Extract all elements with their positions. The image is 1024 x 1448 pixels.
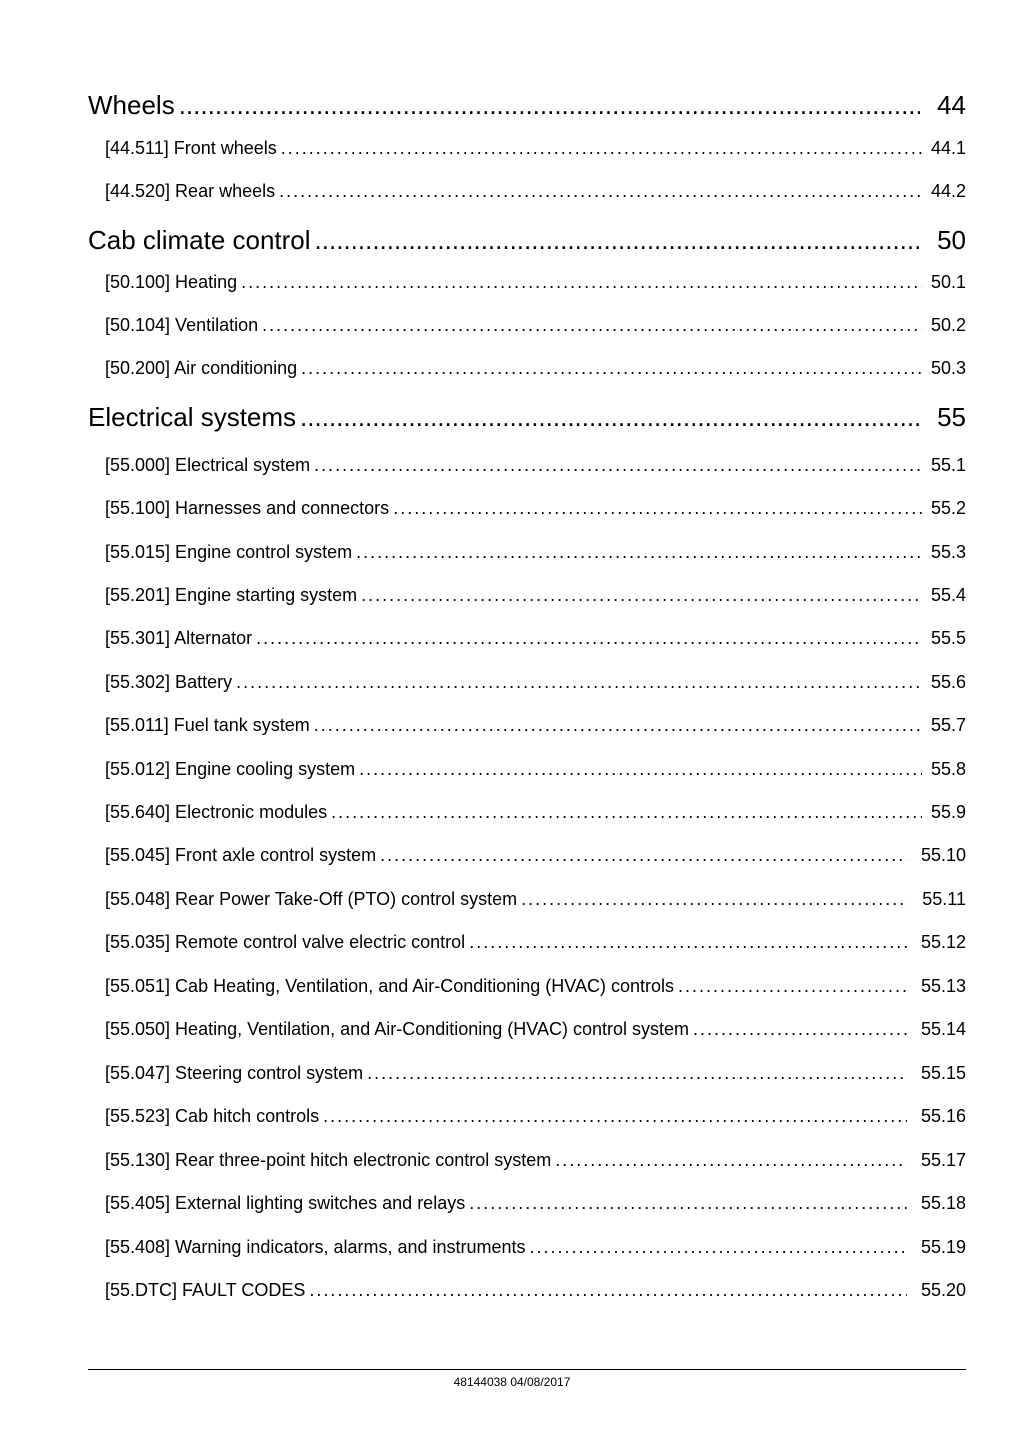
dot-leader xyxy=(361,584,922,606)
dot-leader xyxy=(241,271,922,293)
entry-page: 55.11 xyxy=(922,889,966,909)
entry-page: 44.1 xyxy=(930,138,966,158)
entry-label: [55.100] Harnesses and connectors xyxy=(105,498,390,518)
entry-page: 55.6 xyxy=(930,672,966,692)
entry-label: [55.201] Engine starting system xyxy=(105,585,358,605)
entry-label: [55.045] Front axle control system xyxy=(105,845,377,865)
toc-entry[interactable] xyxy=(105,497,966,519)
entry-page: 55.8 xyxy=(930,759,966,779)
dot-leader xyxy=(393,497,922,519)
entry-page: 44.2 xyxy=(930,181,966,201)
toc-entry[interactable] xyxy=(105,314,966,336)
dot-leader xyxy=(555,1149,907,1171)
entry-page: 55.16 xyxy=(920,1106,966,1126)
dot-leader xyxy=(521,888,908,910)
dot-leader xyxy=(530,1236,907,1258)
entry-label: [55.011] Fuel tank system xyxy=(105,715,310,735)
toc-entry[interactable] xyxy=(105,931,966,953)
entry-page: 55.14 xyxy=(920,1019,966,1039)
toc-entry[interactable] xyxy=(105,271,966,293)
entry-label: [55.302] Battery xyxy=(105,672,233,692)
entry-label: [44.520] Rear wheels xyxy=(105,181,276,201)
entry-page: 55.9 xyxy=(930,802,966,822)
toc-entry[interactable] xyxy=(105,541,966,563)
entry-page: 50.3 xyxy=(930,358,966,378)
entry-label: [55.000] Electrical system xyxy=(105,455,311,475)
entry-label: [55.405] External lighting switches and relays xyxy=(105,1193,466,1213)
entry-label: [55.048] Rear Power Take-Off (PTO) control system xyxy=(105,889,518,909)
entry-page: 55.13 xyxy=(920,976,966,996)
toc-entry[interactable] xyxy=(105,714,966,736)
section-title: Wheels xyxy=(88,90,175,120)
dot-leader xyxy=(301,357,922,379)
entry-page: 55.2 xyxy=(930,498,966,518)
entry-page: 55.12 xyxy=(920,932,966,952)
dot-leader xyxy=(300,402,920,432)
footer-divider xyxy=(88,1369,966,1370)
entry-label: [55.015] Engine control system xyxy=(105,542,353,562)
entry-page: 50.2 xyxy=(930,315,966,335)
entry-page: 55.19 xyxy=(920,1237,966,1257)
toc-section-cab-climate-control[interactable] xyxy=(88,225,966,255)
toc-entry[interactable] xyxy=(105,1279,966,1301)
toc-entry[interactable] xyxy=(105,671,966,693)
toc-entry[interactable] xyxy=(105,137,966,159)
entry-page: 55.3 xyxy=(930,542,966,562)
dot-leader xyxy=(262,314,922,336)
dot-leader xyxy=(678,975,907,997)
dot-leader xyxy=(281,137,922,159)
entry-label: [55.640] Electronic modules xyxy=(105,802,328,822)
toc-section-wheels[interactable] xyxy=(88,90,966,120)
toc-entry[interactable] xyxy=(105,1192,966,1214)
toc-entry[interactable] xyxy=(105,975,966,997)
entry-page: 55.5 xyxy=(930,628,966,648)
dot-leader xyxy=(331,801,922,823)
dot-leader xyxy=(279,180,922,202)
dot-leader xyxy=(356,541,922,563)
toc-entry[interactable] xyxy=(105,1062,966,1084)
entry-label: [55.130] Rear three-point hitch electronic control system xyxy=(105,1150,552,1170)
entry-label: [55.050] Heating, Ventilation, and Air-Conditioning (HVAC) control system xyxy=(105,1019,689,1039)
section-title: Cab climate control xyxy=(88,225,311,255)
dot-leader xyxy=(179,90,920,120)
toc-entry[interactable] xyxy=(105,888,966,910)
dot-leader xyxy=(367,1062,907,1084)
dot-leader xyxy=(693,1018,907,1040)
entry-page: 55.15 xyxy=(920,1063,966,1083)
entry-label: [50.104] Ventilation xyxy=(105,315,259,335)
entry-page: 50.1 xyxy=(930,272,966,292)
toc-entry[interactable] xyxy=(105,801,966,823)
entry-label: [55.047] Steering control system xyxy=(105,1063,364,1083)
entry-page: 55.1 xyxy=(930,455,966,475)
dot-leader xyxy=(309,1279,907,1301)
dot-leader xyxy=(315,225,920,255)
entry-label: [50.100] Heating xyxy=(105,272,238,292)
entry-page: 55.7 xyxy=(930,715,966,735)
dot-leader xyxy=(314,454,922,476)
entry-label: [55.051] Cab Heating, Ventilation, and Air-Conditioning (HVAC) controls xyxy=(105,976,674,996)
entry-label: [55.DTC] FAULT CODES xyxy=(105,1280,306,1300)
entry-label: [50.200] Air conditioning xyxy=(105,358,298,378)
section-page: 55 xyxy=(937,402,966,432)
toc-entry[interactable] xyxy=(105,180,966,202)
dot-leader xyxy=(314,714,922,736)
entry-page: 55.20 xyxy=(920,1280,966,1300)
toc-entry[interactable] xyxy=(105,454,966,476)
toc-entry[interactable] xyxy=(105,1105,966,1127)
toc-entry[interactable] xyxy=(105,1018,966,1040)
dot-leader xyxy=(469,931,907,953)
entry-page: 55.4 xyxy=(930,585,966,605)
dot-leader xyxy=(380,844,907,866)
entry-label: [55.523] Cab hitch controls xyxy=(105,1106,320,1126)
dot-leader xyxy=(256,627,922,649)
section-page: 50 xyxy=(937,225,966,255)
toc-entry[interactable] xyxy=(105,357,966,379)
toc-entry[interactable] xyxy=(105,627,966,649)
section-page: 44 xyxy=(937,90,966,120)
dot-leader xyxy=(359,758,922,780)
entry-page: 55.17 xyxy=(920,1150,966,1170)
toc-entry[interactable] xyxy=(105,758,966,780)
entry-label: [55.012] Engine cooling system xyxy=(105,759,356,779)
entry-label: [55.035] Remote control valve electric control xyxy=(105,932,466,952)
toc-entry[interactable] xyxy=(105,844,966,866)
entry-label: [44.511] Front wheels xyxy=(105,138,277,158)
section-title: Electrical systems xyxy=(88,402,297,432)
entry-page: 55.18 xyxy=(920,1193,966,1213)
toc-entry[interactable] xyxy=(105,1149,966,1171)
entry-page: 55.10 xyxy=(920,845,966,865)
toc-entry[interactable] xyxy=(105,584,966,606)
toc-entry[interactable] xyxy=(105,1236,966,1258)
dot-leader xyxy=(236,671,922,693)
footer-doc-reference: 48144038 04/08/2017 xyxy=(453,1375,571,1389)
entry-label: [55.408] Warning indicators, alarms, and instruments xyxy=(105,1237,526,1257)
entry-label: [55.301] Alternator xyxy=(105,628,253,648)
dot-leader xyxy=(323,1105,907,1127)
toc-section-electrical-systems[interactable] xyxy=(88,402,966,432)
dot-leader xyxy=(469,1192,907,1214)
